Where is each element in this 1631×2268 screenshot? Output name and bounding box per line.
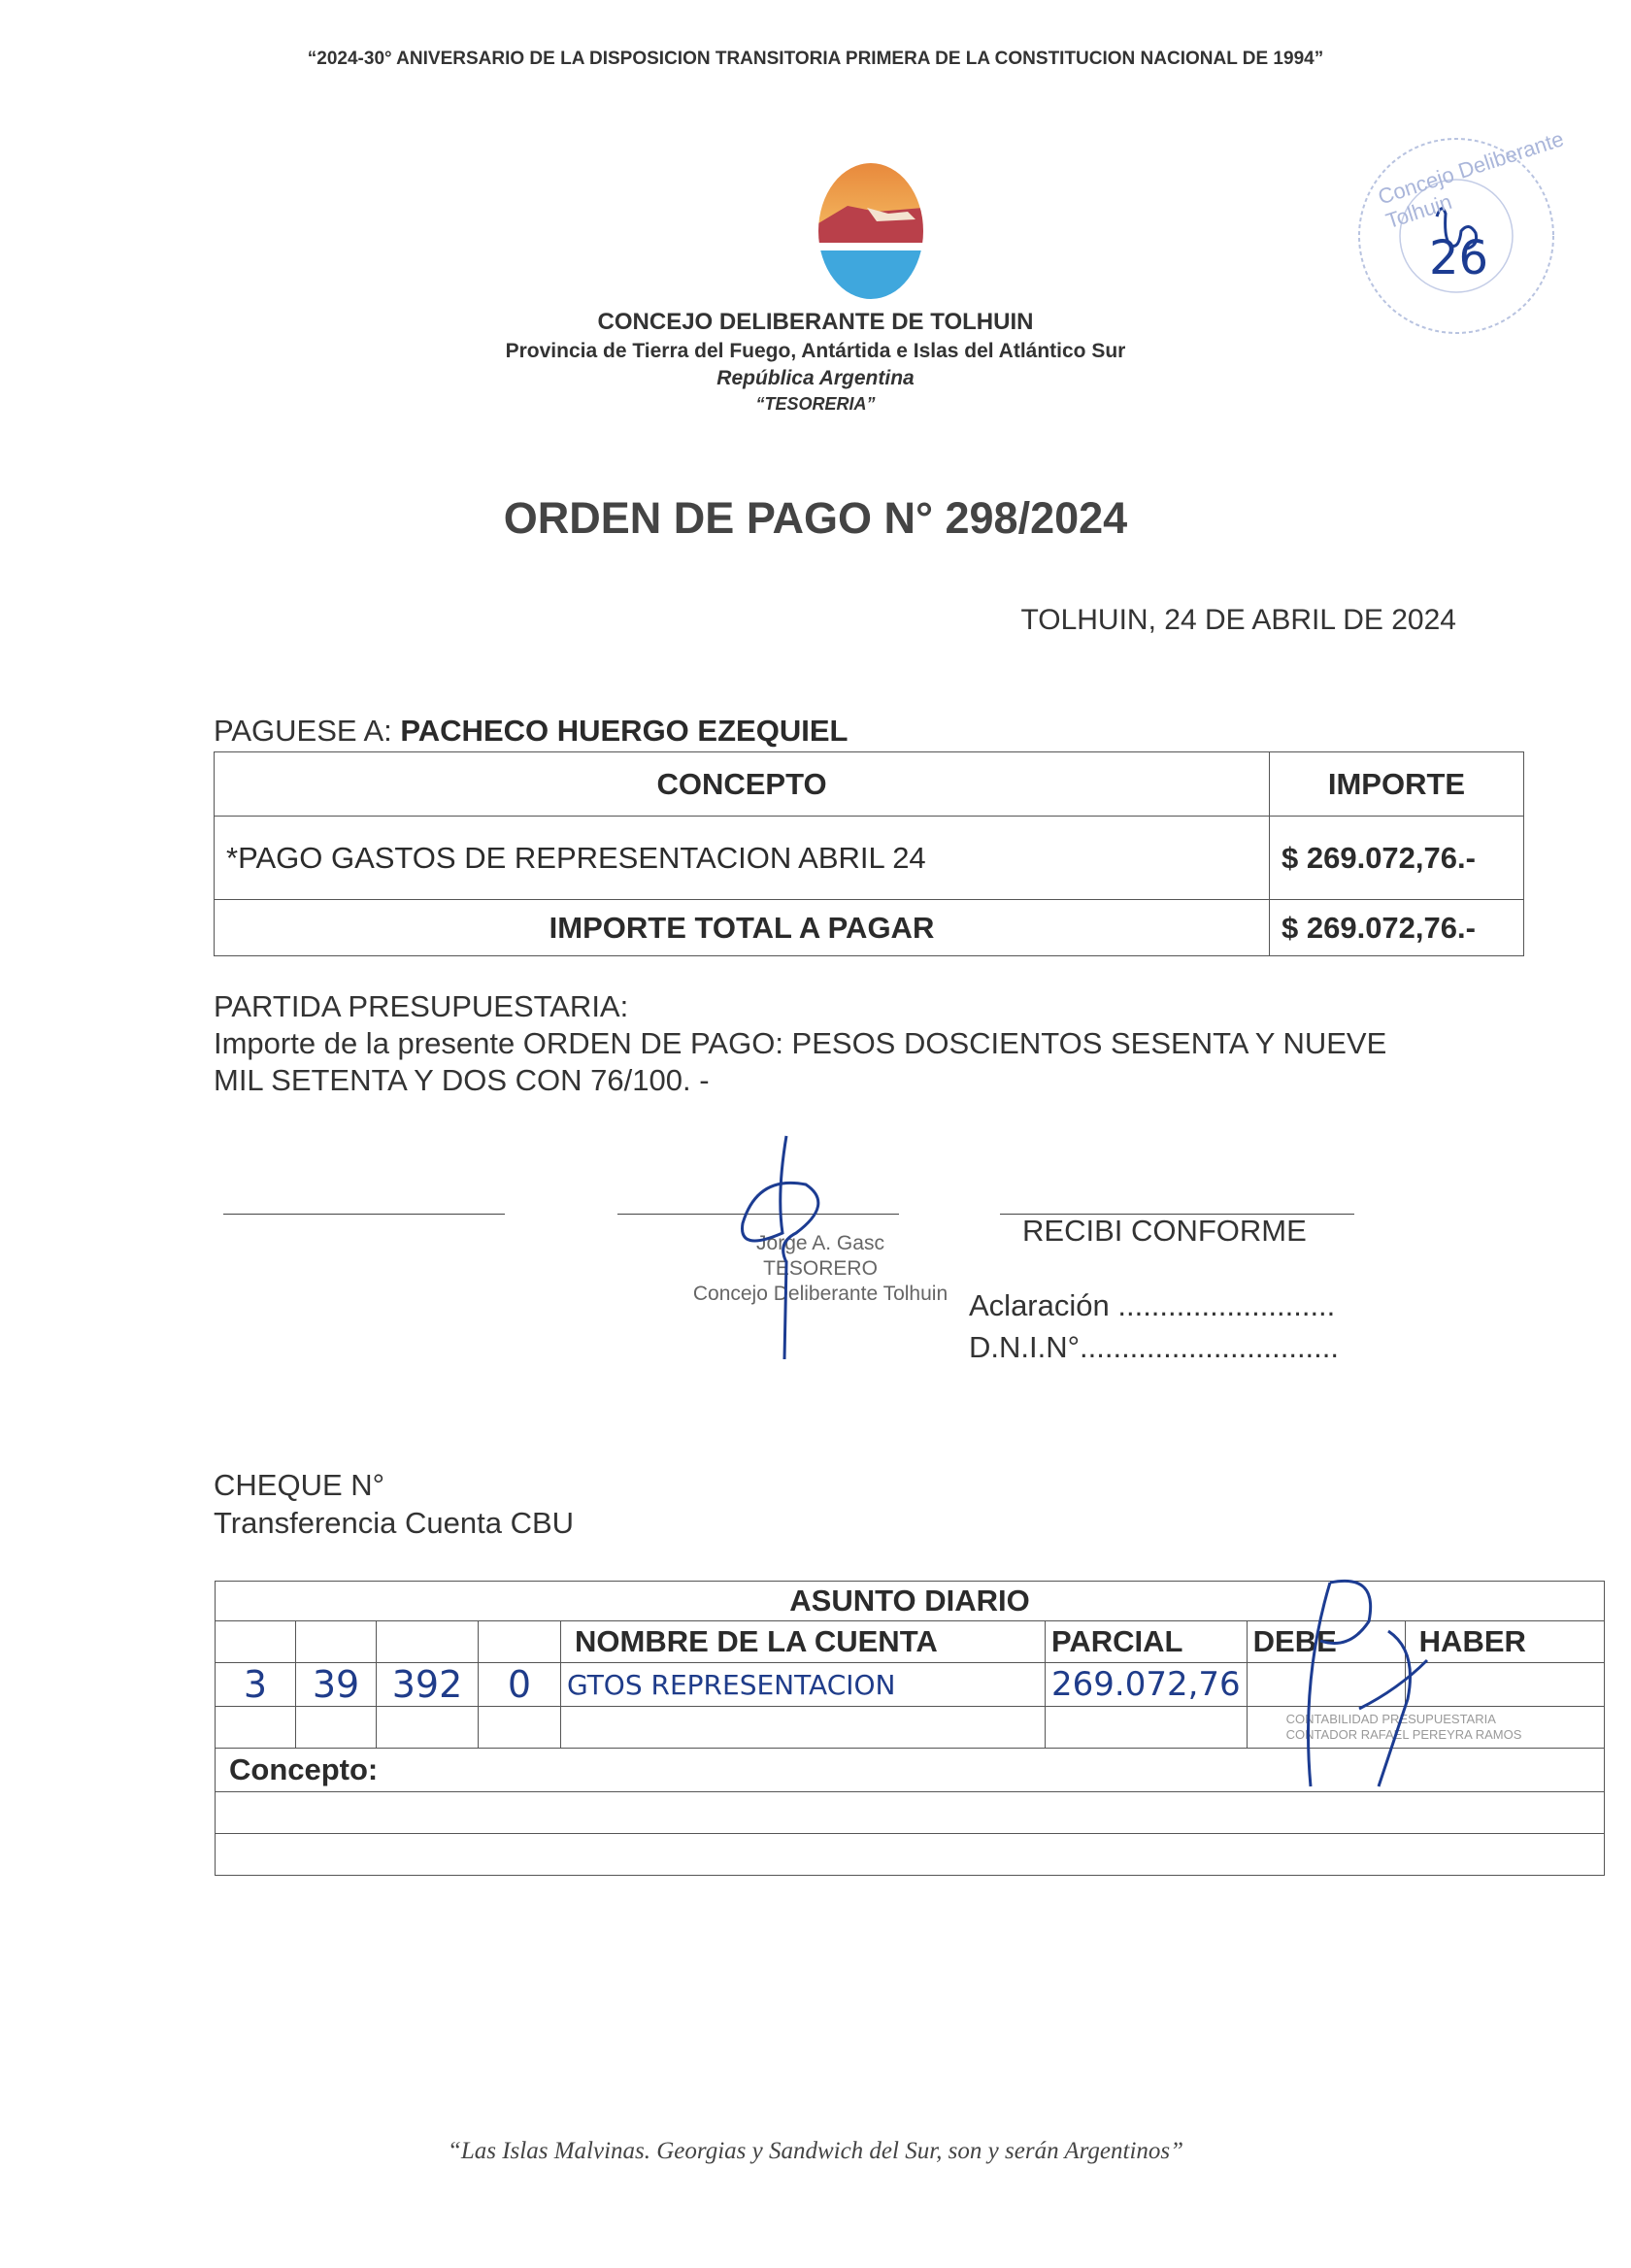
country: República Argentina — [716, 367, 915, 389]
code-4: 0 — [479, 1663, 561, 1707]
code-2: 39 — [296, 1663, 377, 1707]
council-logo — [818, 163, 923, 299]
anniversary-note: “2024-30° ANIVERSARIO DE LA DISPOSICION TRANSITORIA PRIMERA DE LA CONSTITUCION NACIONAL DE 1994” — [307, 49, 1324, 69]
partida-text-2: MIL SETENTA Y DOS CON 76/100. - — [214, 1063, 710, 1097]
treasurer-title: TESORERO — [763, 1257, 878, 1280]
code-1: 3 — [216, 1663, 296, 1707]
clarification-field: Aclaración .......................... — [969, 1288, 1336, 1322]
total-label: IMPORTE TOTAL A PAGAR — [215, 900, 1270, 956]
concept-line-2 — [216, 1834, 1605, 1876]
concept-line-1 — [216, 1792, 1605, 1834]
signature-line-1 — [223, 1214, 505, 1215]
treasurer-signature — [718, 1117, 864, 1359]
department: “TESORERIA” — [755, 394, 876, 414]
header-debe: DEBE — [1247, 1621, 1405, 1663]
treasurer-org: Concejo Deliberante Tolhuin — [692, 1283, 949, 1305]
received-label: RECIBI CONFORME — [1022, 1214, 1307, 1248]
amount-cell: $ 269.072,76.- — [1270, 817, 1524, 900]
org-name: CONCEJO DELIBERANTE DE TOLHUIN — [597, 309, 1034, 335]
partida-block — [214, 988, 1553, 1099]
partida-text-1: Importe de la presente ORDEN DE PAGO: PESOS DOSCIENTOS SESENTA Y NUEVE — [214, 1026, 1387, 1060]
account-name-cell: GTOS REPRESENTACION — [561, 1663, 1046, 1707]
header-haber: HABER — [1405, 1621, 1604, 1663]
concept-cell: *PAGO GASTOS DE REPRESENTACION ABRIL 24 — [215, 817, 1270, 900]
concept-header: CONCEPTO — [215, 752, 1270, 817]
accounting-stamp-line1: CONTABILIDAD PRESUPUESTARIA — [1285, 1712, 1496, 1726]
accountant-signature — [1262, 1563, 1456, 1796]
header-account: NOMBRE DE LA CUENTA — [561, 1621, 1046, 1663]
partida-label: PARTIDA PRESUPUESTARIA: — [214, 989, 629, 1023]
amount-header: IMPORTE — [1270, 752, 1524, 817]
footer-motto: “Las Islas Malvinas. Georgias y Sandwich del Sur, son y serán Argentinos” — [447, 2138, 1184, 2164]
treasurer-name: Jorge A. Gasc — [756, 1232, 884, 1254]
document-date: TOLHUIN, 24 DE ABRIL DE 2024 — [1020, 604, 1456, 636]
document-title: ORDEN DE PAGO N° 298/2024 — [503, 493, 1128, 543]
transfer-label: Transferencia Cuenta CBU — [214, 1506, 575, 1540]
code-3: 392 — [377, 1663, 479, 1707]
dni-field: D.N.I.N°............................... — [969, 1330, 1340, 1364]
concept-label: Concepto: — [216, 1749, 1605, 1792]
stamp-text: Concejo Deliberante Tolhuin — [1375, 126, 1567, 234]
payee-line — [214, 714, 848, 749]
payment-table — [214, 751, 1524, 956]
header-parcial: PARCIAL — [1046, 1621, 1248, 1663]
accounting-stamp-line2: CONTADOR RAFAEL PEREYRA RAMOS — [1285, 1727, 1522, 1742]
pay-label: PAGUESE A: — [214, 714, 392, 748]
province: Provincia de Tierra del Fuego, Antártida e Islas del Atlántico Sur — [505, 340, 1126, 362]
parcial-cell: 269.072,76 — [1046, 1663, 1248, 1707]
diario-title: ASUNTO DIARIO — [216, 1582, 1605, 1621]
total-amount: $ 269.072,76.- — [1270, 900, 1524, 956]
payee-name: PACHECO HUERGO EZEQUIEL — [400, 714, 849, 748]
cheque-label: CHEQUE N° — [214, 1468, 385, 1502]
payment-method — [214, 1466, 574, 1542]
folio-number: 26 — [1429, 231, 1489, 285]
